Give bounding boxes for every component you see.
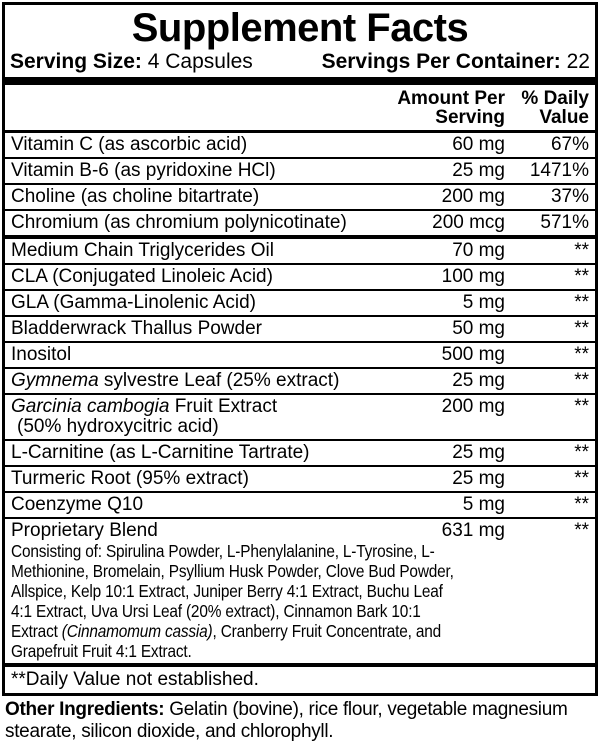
row-inositol (5, 341, 595, 367)
column-header-daily-value (505, 89, 589, 127)
nutrient-dv: 571% (540, 212, 589, 233)
supplement-facts-panel (2, 2, 598, 696)
column-header-amount-per-serving (385, 89, 505, 127)
row-cla (5, 263, 595, 289)
row-choline (5, 183, 595, 209)
nutrient-name: Inositol (11, 344, 72, 365)
nutrient-dv: ** (574, 344, 589, 365)
other-ingredients-label: Other Ingredients: (5, 699, 165, 720)
nutrient-dv: 67% (550, 134, 589, 155)
nutrient-name-text: Fruit Extract (169, 396, 278, 417)
nutrient-dv: ** (574, 494, 589, 515)
column-headers (5, 85, 595, 133)
nutrient-amount: 500 mg (441, 344, 505, 365)
nutrient-amount: 631 mg (441, 520, 505, 541)
nutrient-name-line1 (11, 397, 385, 417)
row-chromium (5, 209, 595, 235)
blend-desc-text: Consisting of: Spirulina Powder, L-Phenylalanine, L-Tyrosine, L-Methionine, Bromelain, Psyllium Husk Powder, Clove Bud Powder, Allspice, Kelp 10:1 Extract, Juniper Berry 4:1 Extract, Buchu Leaf 4:1 Extract, Uva Ursi Leaf (20% extract), Cinnamon Bark 10:1 Extract (11, 541, 454, 641)
nutrient-dv: ** (574, 442, 589, 463)
nutrient-amount: 200 mg (441, 396, 505, 417)
nutrient-name (11, 397, 385, 437)
other-ingredients-text: Gelatin (bovine), rice flour, vegetable magnesium stearate, silicon dioxide, and chlorophyll. (5, 699, 568, 742)
row-l-carnitine (5, 439, 595, 465)
nutrient-amount: 5 mg (462, 292, 505, 313)
nutrient-name-line2: (50% hydroxycitric acid) (17, 416, 219, 437)
proprietary-blend-description (11, 541, 460, 661)
nutrient-name: Coenzyme Q10 (11, 494, 144, 515)
dv-header-line1: % Daily (521, 88, 589, 109)
nutrient-amount: 200 mcg (432, 212, 505, 233)
servings-per-container-value: 22 (560, 50, 590, 73)
panel-title: Supplement Facts (131, 6, 469, 50)
nutrient-dv: ** (574, 292, 589, 313)
dv-header-line2: Value (539, 107, 589, 128)
blend-desc-italic: (Cinnamomum cassia) (61, 621, 213, 641)
nutrient-name: Chromium (as chromium polynicotinate) (11, 212, 347, 233)
amount-header-line1: Amount Per (397, 88, 505, 109)
nutrient-name: CLA (Conjugated Linoleic Acid) (11, 266, 273, 287)
nutrient-amount: 200 mg (441, 186, 505, 207)
servings-per-container-label: Servings Per Container: (321, 50, 561, 73)
other-ingredients (0, 696, 600, 742)
nutrient-dv: ** (574, 396, 589, 417)
nutrient-amount: 25 mg (452, 442, 505, 463)
row-proprietary-blend (5, 517, 595, 663)
nutrient-name: Choline (as choline bitartrate) (11, 186, 260, 207)
proprietary-blend-header (11, 521, 589, 541)
nutrient-name-text: sylvestre Leaf (25% extract) (98, 370, 340, 391)
nutrient-amount: 60 mg (452, 134, 505, 155)
row-gymnema (5, 367, 595, 393)
nutrient-name (11, 371, 385, 391)
serving-size-label: Serving Size: (10, 50, 142, 73)
serving-size-value: 4 Capsules (141, 50, 253, 73)
nutrient-amount: 70 mg (452, 240, 505, 261)
nutrient-name-italic: Garcinia cambogia (11, 396, 170, 417)
nutrient-name: Vitamin C (as ascorbic acid) (11, 134, 248, 155)
nutrient-dv: ** (574, 520, 589, 541)
row-coenzyme-q10 (5, 491, 595, 517)
daily-value-footnote: **Daily Value not established. (11, 669, 259, 690)
nutrient-dv: 1471% (529, 160, 589, 181)
nutrient-name: GLA (Gamma-Linolenic Acid) (11, 292, 256, 313)
row-gla (5, 289, 595, 315)
nutrient-dv: 37% (550, 186, 589, 207)
nutrient-name-italic: Gymnema (11, 370, 99, 391)
serving-info-row (5, 50, 595, 77)
row-vitamin-b6 (5, 157, 595, 183)
nutrient-amount: 100 mg (441, 266, 505, 287)
row-bladderwrack (5, 315, 595, 341)
nutrient-dv: ** (574, 468, 589, 489)
nutrient-name: L-Carnitine (as L-Carnitine Tartrate) (11, 442, 310, 463)
nutrient-dv: ** (574, 370, 589, 391)
nutrient-dv: ** (574, 318, 589, 339)
nutrient-amount: 25 mg (452, 370, 505, 391)
nutrient-name: Proprietary Blend (11, 520, 158, 541)
nutrient-dv: ** (574, 240, 589, 261)
nutrient-name: Turmeric Root (95% extract) (11, 468, 249, 489)
row-turmeric (5, 465, 595, 491)
nutrient-name: Vitamin B-6 (as pyridoxine HCl) (11, 160, 276, 181)
row-garcinia (5, 393, 595, 439)
nutrient-amount: 5 mg (462, 494, 505, 515)
nutrient-amount: 25 mg (452, 468, 505, 489)
nutrient-name: Medium Chain Triglycerides Oil (11, 240, 274, 261)
amount-header-line2: Serving (435, 107, 505, 128)
nutrient-amount: 50 mg (452, 318, 505, 339)
nutrient-name: Bladderwrack Thallus Powder (11, 318, 262, 339)
thick-divider-top (5, 77, 595, 85)
nutrient-dv: ** (574, 266, 589, 287)
nutrient-amount: 25 mg (452, 160, 505, 181)
row-vitamin-c (5, 133, 595, 157)
blend-desc-text-end: , Cranberry Fruit Concentrate, and Grapefruit Fruit 4:1 Extract. (11, 621, 442, 661)
serving-size (10, 51, 253, 73)
servings-per-container (322, 51, 590, 73)
row-mct-oil (5, 239, 595, 263)
